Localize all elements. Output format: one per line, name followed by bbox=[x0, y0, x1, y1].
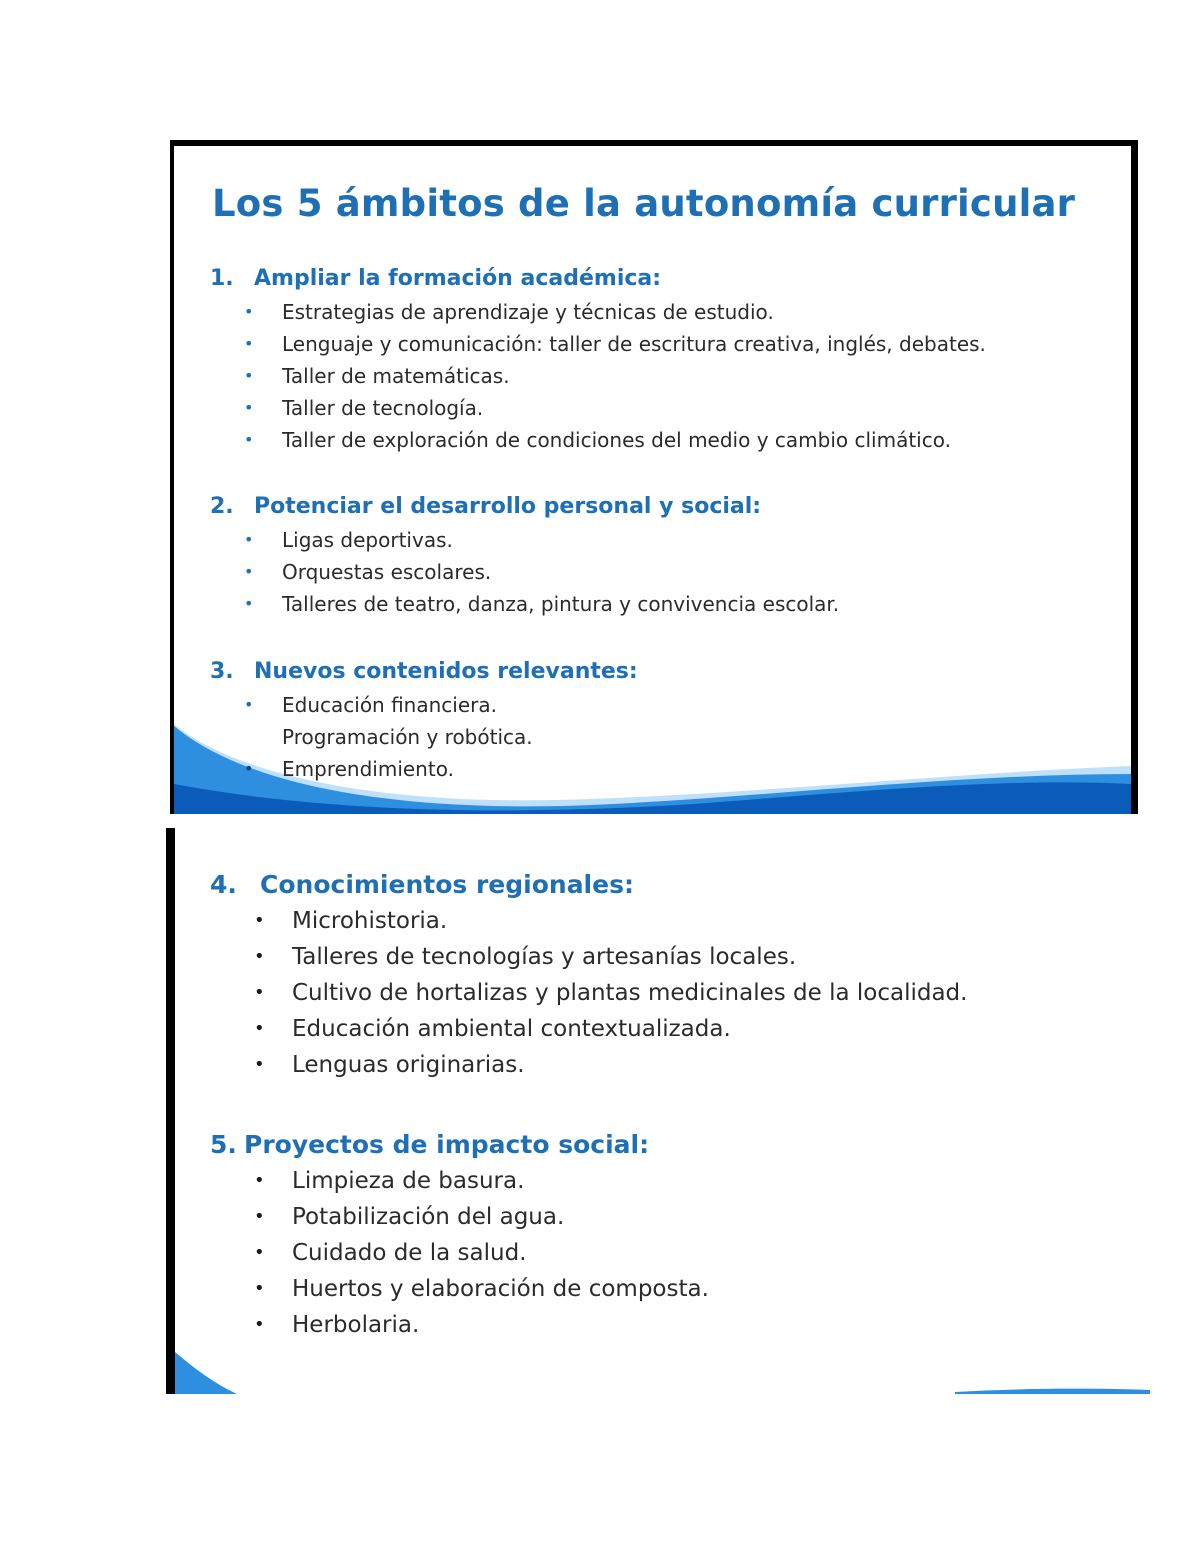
bullet-list bbox=[210, 689, 638, 785]
bullet-list bbox=[210, 1163, 709, 1343]
section-heading bbox=[210, 264, 986, 294]
section-title: Nuevos contenidos relevantes: bbox=[254, 659, 638, 684]
section-heading bbox=[210, 657, 638, 687]
bullet-icon: • bbox=[254, 1314, 265, 1335]
section-2 bbox=[210, 492, 839, 620]
list-item: • Cuidado de la salud. bbox=[210, 1235, 709, 1271]
bullet-list bbox=[210, 903, 967, 1083]
bullet-icon: • bbox=[254, 1054, 265, 1075]
list-item: • Educación financiera. bbox=[210, 689, 638, 721]
slide-title: Los 5 ámbitos de la autonomía curricular bbox=[212, 182, 1076, 225]
section-4 bbox=[210, 868, 967, 1083]
section-heading bbox=[210, 1128, 709, 1162]
list-item: • Herbolaria. bbox=[210, 1307, 709, 1343]
slide-2 bbox=[166, 828, 1150, 1394]
bullet-icon: • bbox=[254, 1018, 265, 1039]
list-item: • Ligas deportivas. bbox=[210, 524, 839, 556]
section-1 bbox=[210, 264, 986, 456]
list-item: • Talleres de tecnologías y artesanías locales. bbox=[210, 939, 967, 975]
section-number: 5. bbox=[210, 1130, 237, 1159]
section-title: Potenciar el desarrollo personal y social: bbox=[254, 494, 762, 519]
section-5 bbox=[210, 1128, 709, 1343]
list-item: • Orquestas escolares. bbox=[210, 556, 839, 588]
list-item: • Cultivo de hortalizas y plantas medicinales de la localidad. bbox=[210, 975, 967, 1011]
bullet-icon: • bbox=[254, 1242, 265, 1263]
section-heading bbox=[210, 868, 967, 902]
bullet-list bbox=[210, 524, 839, 620]
decorative-wave bbox=[175, 1344, 1150, 1394]
section-number: 3. bbox=[210, 659, 234, 684]
bullet-icon: • bbox=[254, 1170, 265, 1191]
bullet-icon: • bbox=[244, 562, 254, 581]
bullet-icon: • bbox=[244, 530, 254, 549]
bullet-icon: • bbox=[254, 1278, 265, 1299]
section-title: Conocimientos regionales: bbox=[260, 870, 634, 899]
list-item: • Programación y robótica. bbox=[210, 721, 638, 753]
slide-1 bbox=[170, 140, 1138, 814]
list-item: • Lenguaje y comunicación: taller de escritura creativa, inglés, debates. bbox=[210, 328, 986, 360]
section-number: 4. bbox=[210, 870, 237, 899]
bullet-icon: • bbox=[244, 695, 254, 714]
bullet-icon: • bbox=[254, 910, 265, 931]
list-item: • Taller de matemáticas. bbox=[210, 360, 986, 392]
section-number: 1. bbox=[210, 266, 234, 291]
list-item: • Potabilización del agua. bbox=[210, 1199, 709, 1235]
bullet-icon: • bbox=[254, 982, 265, 1003]
list-item: • Educación ambiental contextualizada. bbox=[210, 1011, 967, 1047]
bullet-icon: • bbox=[254, 1206, 265, 1227]
list-item: • Limpieza de basura. bbox=[210, 1163, 709, 1199]
list-item: • Lenguas originarias. bbox=[210, 1047, 967, 1083]
bullet-icon: • bbox=[244, 334, 254, 353]
bullet-icon: • bbox=[244, 727, 254, 746]
section-number: 2. bbox=[210, 494, 234, 519]
bullet-icon: • bbox=[244, 759, 254, 778]
list-item: • Estrategias de aprendizaje y técnicas de estudio. bbox=[210, 296, 986, 328]
list-item: • Taller de exploración de condiciones del medio y cambio climático. bbox=[210, 424, 986, 456]
list-item: • Huertos y elaboración de composta. bbox=[210, 1271, 709, 1307]
section-3 bbox=[210, 657, 638, 785]
list-item: • Talleres de teatro, danza, pintura y convivencia escolar. bbox=[210, 588, 839, 620]
bullet-icon: • bbox=[244, 366, 254, 385]
list-item: • Microhistoria. bbox=[210, 903, 967, 939]
bullet-list bbox=[210, 296, 986, 456]
list-item: • Taller de tecnología. bbox=[210, 392, 986, 424]
section-heading bbox=[210, 492, 839, 522]
list-item: • Emprendimiento. bbox=[210, 753, 638, 785]
bullet-icon: • bbox=[244, 398, 254, 417]
section-title: Proyectos de impacto social: bbox=[244, 1130, 650, 1159]
bullet-icon: • bbox=[244, 594, 254, 613]
section-title: Ampliar la formación académica: bbox=[254, 266, 662, 291]
bullet-icon: • bbox=[254, 946, 265, 967]
bullet-icon: • bbox=[244, 430, 254, 449]
bullet-icon: • bbox=[244, 302, 254, 321]
